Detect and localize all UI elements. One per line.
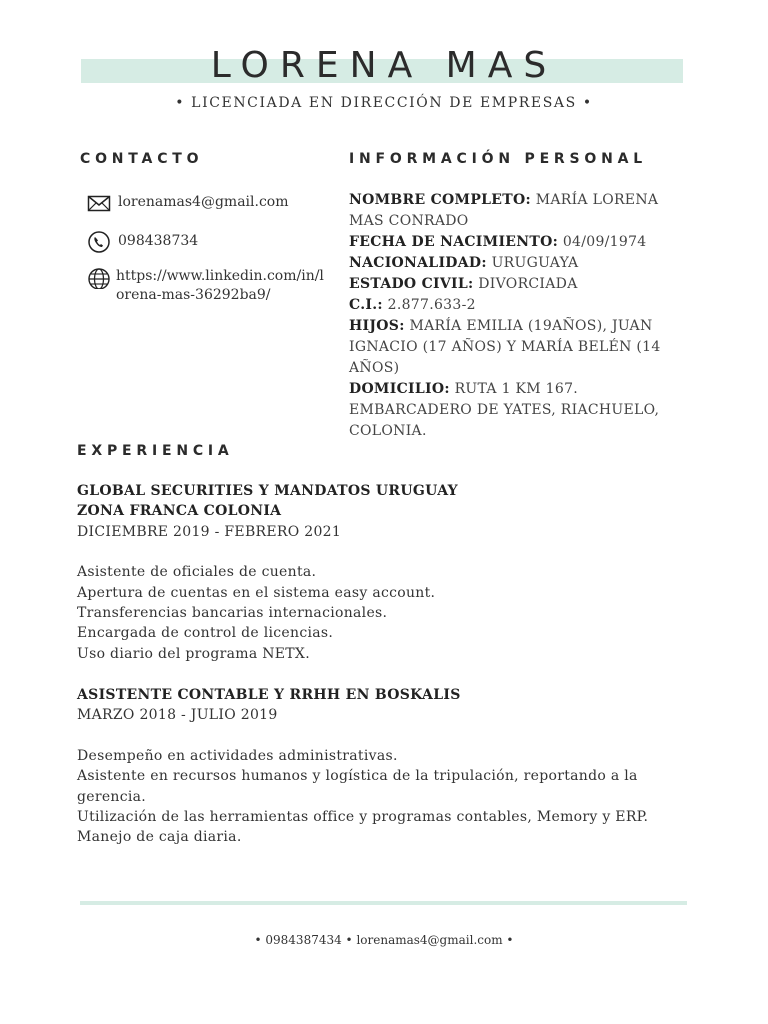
info-address: [349, 379, 694, 442]
job-location: ZONA FRANCA COLONIA: [77, 503, 282, 520]
job-dates: DICIEMBRE 2019 - FEBRERO 2021: [77, 523, 342, 540]
job-task: Manejo de caja diaria.: [77, 829, 242, 846]
info-value: MARÍA LORENA MAS CONRADO: [349, 192, 659, 229]
info-value: 04/09/1974: [558, 234, 647, 250]
job-company: ASISTENTE CONTABLE Y RRHH EN BOSKALIS: [77, 687, 461, 703]
job-task: Apertura de cuentas en el sistema easy account.: [77, 584, 436, 601]
info-id-number: [349, 295, 694, 316]
candidate-title: • LICENCIADA EN DIRECCIÓN DE EMPRESAS •: [175, 95, 593, 111]
job-task: Uso diario del programa NETX.: [77, 645, 310, 662]
job-company: GLOBAL SECURITIES Y MANDATOS URUGUAY: [77, 483, 458, 499]
info-value: 2.877.633-2: [382, 297, 476, 313]
job-task: Asistente de oficiales de cuenta.: [77, 564, 317, 581]
info-value: RUTA 1 KM 167. EMBARCADERO DE YATES, RIACHUELO, COLONIA.: [349, 381, 660, 439]
contact-section-title: CONTACTO: [80, 151, 204, 167]
info-label: NACIONALIDAD:: [349, 255, 487, 271]
job-dates: MARZO 2018 - JULIO 2019: [77, 707, 278, 724]
contact-linkedin-link[interactable]: https://www.linkedin.com/in/lorena-mas-36292ba9/: [116, 268, 324, 303]
job-task: Desempeño en actividades administrativas.: [77, 747, 398, 764]
info-label: HIJOS:: [349, 318, 405, 334]
footer-contact: • 0984387434 • lorenamas4@gmail.com •: [254, 933, 514, 947]
personal-info-section-title: INFORMACIÓN PERSONAL: [349, 151, 647, 167]
info-label: NOMBRE COMPLETO:: [349, 192, 531, 208]
experience-job-1: [77, 481, 697, 664]
contact-phone-row[interactable]: [87, 231, 198, 253]
phone-icon: [87, 231, 111, 253]
info-full-name: [349, 190, 694, 232]
job-task: Utilización de las herramientas office y programas contables, Memory y ERP.: [77, 809, 649, 826]
experience-job-2: [77, 685, 697, 848]
globe-icon: [87, 267, 111, 289]
info-children: [349, 316, 694, 379]
info-birth-date: [349, 232, 694, 253]
candidate-name: LORENA MAS: [210, 45, 558, 86]
info-label: FECHA DE NACIMIENTO:: [349, 234, 559, 250]
job-task: Transferencias bancarias internacionales.: [77, 605, 388, 622]
job-task: Asistente en recursos humanos y logística de la tripulación, reportando a la gerencia.: [77, 768, 638, 805]
info-value: URUGUAYA: [486, 255, 579, 271]
contact-email[interactable]: lorenamas4@gmail.com: [118, 194, 289, 210]
info-marital-status: [349, 274, 694, 295]
contact-phone[interactable]: 098438734: [118, 233, 199, 249]
envelope-icon: [87, 192, 111, 214]
contact-linkedin-row[interactable]: [87, 267, 326, 305]
footer-divider: [80, 901, 687, 905]
personal-info-list: [349, 190, 694, 442]
contact-email-row[interactable]: [87, 192, 289, 214]
info-label: DOMICILIO:: [349, 381, 450, 397]
info-label: C.I.:: [349, 297, 383, 313]
info-nationality: [349, 253, 694, 274]
experience-section-title: EXPERIENCIA: [77, 443, 234, 459]
job-task: Encargada de control de licencias.: [77, 625, 334, 642]
info-value: MARÍA EMILIA (19AÑOS), JUAN IGNACIO (17 AÑOS) Y MARÍA BELÉN (14 AÑOS): [349, 318, 661, 376]
info-label: ESTADO CIVIL:: [349, 276, 474, 292]
info-value: DIVORCIADA: [473, 276, 578, 292]
